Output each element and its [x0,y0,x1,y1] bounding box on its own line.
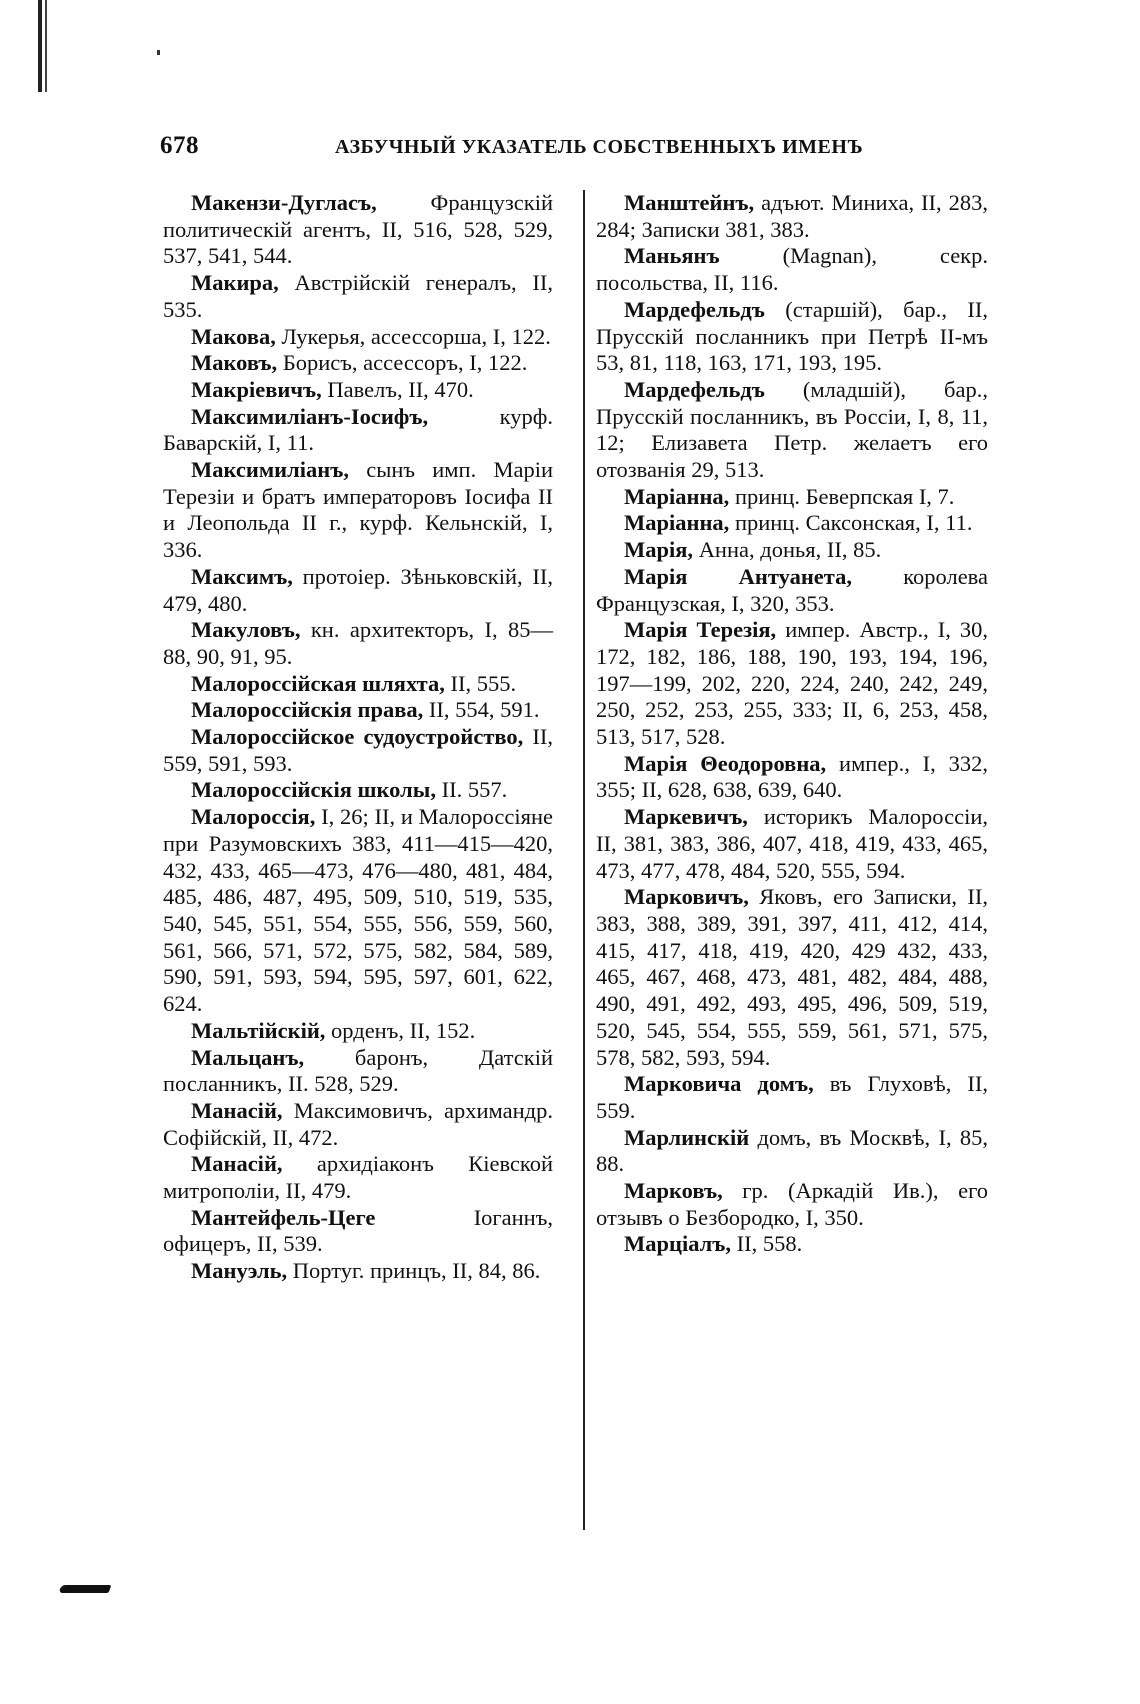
entry-references: II, 558. [731,1231,803,1257]
index-entry [596,537,988,564]
entry-references: архидіаконъ Кіевской митрополіи, II, 479. [163,1151,553,1204]
scan-edge-line-thin [45,0,47,92]
entry-references: (Magnan), секр. посольства, II, 116. [596,243,988,296]
page-header [160,132,960,168]
entry-references: протоіер. Зѣньковскій, II, 479, 480. [163,563,553,616]
entry-references: баронъ, Датскій посланникъ, II. 528, 529. [163,1044,553,1097]
entry-references: принц. Саксонская, I, 11. [729,510,973,536]
index-entry [596,1231,988,1258]
index-entry [596,484,988,511]
entry-headword: Марія Терезія, [624,617,777,643]
index-entry [596,564,988,617]
index-entry [163,564,553,617]
index-entry [163,777,553,804]
entry-references: историкъ Малороссіи, II, 381, 383, 386, 407, 418, 419, 433, 465, 473, 477, 478, 484, 520, 555, 594. [596,804,988,883]
entry-references: импер. Австр., I, 30, 172, 182, 186, 188, 190, 193, 194, 196, 197—199, 202, 220, 224, 240, 242, 249, 250, 252, 253, 255, 333; II, 6, 253, 458, 513, 517, 528. [596,617,988,750]
entry-headword: Макова, [191,323,276,349]
index-entry [163,1018,553,1045]
index-entry [163,1098,553,1151]
entry-references: (младшій), бар., Прусскій посланникъ, въ Россіи, I, 8, 11, 12; Елизавета Петр. желаетъ его отозванія 29, 513. [596,376,988,483]
index-column-right [596,190,988,1530]
entry-references: Лукерья, ассессорша, I, 122. [275,323,551,349]
index-column-left [163,190,553,1530]
index-entry [163,404,553,457]
entry-references: гр. (Аркадій Ив.), его отзывъ о Безбородко, I, 350. [596,1178,988,1230]
entry-headword: Малороссійскія права, [191,697,424,723]
entry-headword: Макуловъ, [191,617,301,643]
index-entry [596,510,988,537]
column-divider [583,190,585,1530]
index-entry [596,1071,988,1124]
index-entry [596,377,988,484]
entry-headword: Марія Θеодоровна, [624,750,827,776]
entry-headword: Малороссійская шляхта, [191,670,445,696]
running-title: АЗБУЧНЫЙ УКАЗАТЕЛЬ СОБСТВЕННЫХЪ ИМЕНЪ [335,136,864,158]
entry-references: (старшій), бар., II, Прусскій посланникъ при Петрѣ II-мъ 53, 81, 118, 163, 171, 193, 195. [596,296,988,376]
entry-references: I, 26; II, и Малороссіяне при Разумовскихъ 383, 411—415—420, 432, 433, 465—473, 476—480, 481, 484, 485, 486, 487, 495, 509, 510, 519, 535, 540, 545, 551, 554, 555, 556, 559, 560, 561, 566, 571, 572, 575, 582, 584, 589, 590, 591, 593, 594, 595, 597, 601, 622, 624. [163,804,553,1017]
entry-references: адъют. Миниха, II, 283, 284; Записки 381, 383. [596,190,988,242]
index-entry [163,617,553,670]
entry-references: Французскій политическій агентъ, II, 516, 528, 529, 537, 541, 544. [163,190,553,269]
index-entry [596,1125,988,1178]
entry-references: II. 557. [435,777,508,803]
entry-references: импер., I, 332, 355; II, 628, 638, 639, 640. [596,750,988,803]
index-entry [596,617,988,751]
index-entry [163,1258,553,1285]
index-entry [596,243,988,296]
index-entry [163,1205,553,1258]
index-entry [163,804,553,1018]
entry-headword: Макензи-Дугласъ, [191,190,377,215]
entry-references: Яковъ, его Записки, II, 383, 388, 389, 391, 397, 411, 412, 414, 415, 417, 418, 419, 420, 429 432, 433, 465, 467, 468, 473, 481, 482, 484, 488, 490, 491, 492, 493, 495, 496, 509, 519, 520, 545, 554, 555, 559, 561, 571, 575, 578, 582, 593, 594. [596,884,988,1070]
entry-headword: Мануэль, [191,1258,288,1284]
entry-references: орденъ, II, 152. [325,1017,476,1043]
entry-headword: Марія Антуанета, [624,563,852,589]
entry-references: II, 554, 591. [423,697,540,723]
entry-headword: Маріанна, [624,510,730,536]
entry-headword: Марковъ, [624,1178,723,1204]
index-entry [596,297,988,377]
index-entry [163,377,553,404]
entry-headword: Маркевичъ, [624,804,748,830]
entry-headword: Марковичъ, [624,884,749,910]
entry-references: Португ. принцъ, II, 84, 86. [287,1258,541,1284]
index-entry [163,270,553,323]
entry-headword: Мантейфель-Цеге [191,1204,376,1230]
entry-headword: Малороссійскія школы, [191,777,436,803]
index-entry [163,697,553,724]
entry-references: принц. Беверпская I, 7. [729,483,955,509]
entry-headword: Малороссія, [191,804,316,830]
entry-headword: Маньянъ [624,243,720,269]
entry-headword: Марлинскій [624,1124,750,1150]
index-entry [596,1178,988,1231]
entry-references: сынъ имп. Маріи Терезіи и братъ императоровъ Іосифа II и Леопольда II г., курф. Кельнскій, I, 336. [163,457,553,563]
entry-headword: Мальтійскій, [191,1017,326,1043]
index-entry [163,324,553,351]
scan-edge-line [38,0,42,92]
entry-headword: Марціалъ, [624,1231,732,1257]
entry-references: кн. архитекторъ, I, 85—88, 90, 91, 95. [163,617,553,669]
entry-headword: Максимиліанъ-Іосифъ, [191,403,429,429]
entry-headword: Малороссійское судоустройство, [191,724,524,750]
entry-headword: Манасій, [191,1097,283,1123]
entry-headword: Маковъ, [191,350,278,376]
index-entry [596,884,988,1071]
index-entry [163,724,553,777]
entry-references: курф. Баварскій, I, 11. [163,403,553,456]
index-entry [163,671,553,698]
entry-references: королева Французская, I, 320, 353. [596,563,988,616]
entry-references: Борисъ, ассессоръ, I, 122. [277,350,528,376]
index-entry [596,804,988,884]
index-entry [596,190,988,243]
entry-references: Анна, донья, II, 85. [693,537,882,563]
entry-headword: Маріанна, [624,483,730,509]
entry-headword: Мардефельдъ [624,296,765,322]
entry-references: Максимовичъ, архимандр. Софійскій, II, 472. [163,1097,553,1150]
entry-references: II, 559, 591, 593. [163,724,553,776]
entry-headword: Манасій, [191,1151,283,1177]
entry-headword: Макріевичъ, [191,376,322,402]
entry-references: Павелъ, II, 470. [321,376,474,402]
page-number: 678 [160,132,199,159]
entry-headword: Мардефельдъ [624,376,765,402]
index-entry [163,457,553,564]
ink-smudge [59,1585,112,1593]
index-entry [163,190,553,270]
index-entry [163,1151,553,1204]
entry-headword: Марія, [624,537,694,563]
entry-headword: Макира, [191,270,279,296]
entry-headword: Манштейнъ, [624,190,755,215]
entry-headword: Максимъ, [191,563,293,589]
entry-headword: Мальцанъ, [191,1044,305,1070]
entry-headword: Максимиліанъ, [191,457,349,483]
entry-references: въ Глуховѣ, II, 559. [596,1071,988,1123]
entry-references: домъ, въ Москвѣ, I, 85, 88. [596,1124,988,1177]
entry-references: II, 555. [444,670,517,696]
entry-references: Австрійскій генералъ, II, 535. [163,270,553,322]
index-entry [596,751,988,804]
scan-speck [157,50,160,55]
index-entry [163,350,553,377]
entry-references: Іоганнъ, офицеръ, II, 539. [163,1204,553,1257]
index-entry [163,1045,553,1098]
entry-headword: Марковича домъ, [624,1071,814,1097]
